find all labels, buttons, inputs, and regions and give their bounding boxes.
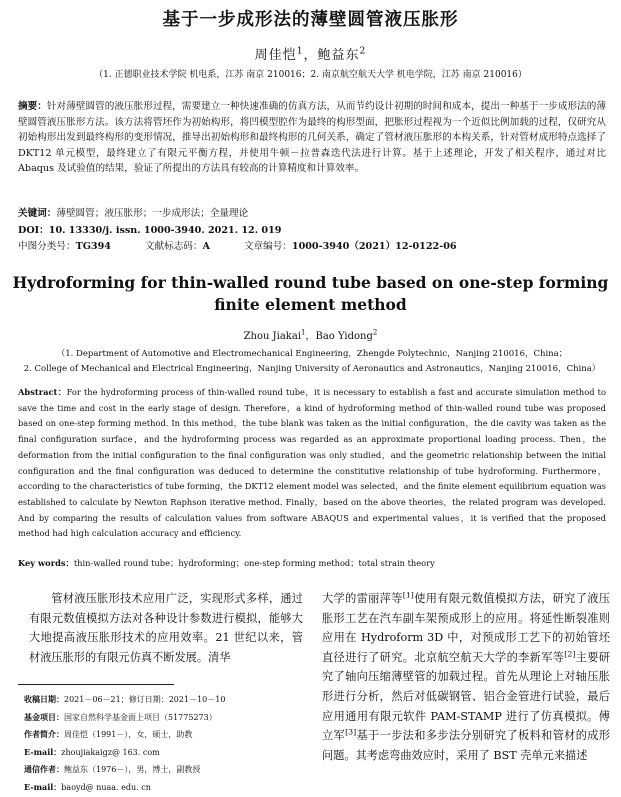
- doc-code-label: 文献标志码：: [144, 241, 203, 252]
- english-keywords-label: Key words：: [18, 558, 74, 568]
- received-label: 收稿日期：: [24, 694, 64, 704]
- english-author-1-affil-mark: 1: [301, 328, 306, 337]
- chinese-abstract-text: 针对薄壁圆管的液压胀形过程，需要建立一种快速准确的仿真方法，从而节约设计初期的时间和成本，提出一种基于一步成形法的薄壁圆管液压胀形方法。该方法将管坯作为初始构形，将凹模型腔作为最终的构形型面，把胀形过程视为一个近似比例加载的过程，仅研究从初始构形出发到最终构形的变形情况，推导出初始构形和最终构形的几何关系，确定了管材液压胀形的本构关系，针对管材成形特点选择了 DKT12 单元模型，最终建立了有限元平衡方程，并使用牛顿－拉普森迭代法进行计算。基于上述理论，开发了相关程序，通过对比 Abaqus 及试验值的结果，验证了所提出的方法具有较高的计算精度和计算效率。: [18, 101, 606, 175]
- email-1-label: E-mail：: [24, 746, 62, 757]
- author-bio-label: 作者简介：: [24, 729, 64, 740]
- chinese-keywords-label: 关键词：: [18, 208, 57, 219]
- author-2-affil-mark: 2: [359, 46, 367, 57]
- citation-2: [2]: [564, 649, 576, 659]
- body-left-column: 管材液压胀形技术应用广泛，实现形式多样，通过有限元数值模拟方法对各种设计参数进行模拟，能够大大地提高液压胀形技术的应用效率。21 世纪以来，管材液压胀形的有限元仿真不断发展。清华: [29, 592, 303, 664]
- right-text-d: 基于一步法和多步法分别研究了板料和管材的成形问题。其考虑弯曲效应时，采用了 BST 壳单元来描述: [322, 729, 610, 762]
- author-bio-value: 周佳恺（1991－），女，硕士，助教: [64, 730, 193, 740]
- citation-1: [1]: [402, 590, 414, 600]
- email-2-label: E-mail：: [24, 781, 62, 792]
- article-number-value: 1000-3940（2021）12-0122-06: [291, 241, 457, 252]
- fund-label: 基金项目：: [24, 711, 64, 722]
- english-affiliation-2: 2. College of Mechanical and Electrical Engineering，Nanjing University of Aeronautics and Astronautics，Nanjing 210016，China）: [23, 364, 601, 374]
- author-1-affil-mark: 1: [296, 46, 304, 57]
- english-title: [0, 272, 621, 316]
- english-title-line-2: finite element method: [214, 295, 407, 314]
- doc-code-group: [145, 238, 210, 252]
- author-separator: ，: [303, 48, 318, 63]
- author-2-name: 鲍益东: [317, 48, 360, 63]
- email-2-value: baoyd@ nuaa. edu. cn: [61, 782, 151, 792]
- clc-group: [18, 238, 111, 252]
- english-author-2-affil-mark: 2: [372, 328, 378, 337]
- footnote-corresponding-author: [24, 761, 306, 779]
- english-abstract-text: For the hydroforming process of thin-walled round tube，it is necessary to establish a fast and accurate simulation method to save the time and cost in the early stage of design. Therefore，a kind of hydroforming method of thin-walled round tube was proposed based on one-step forming method. In this method，the tube blank was taken as the initial configuration，the die cavity was taken as the final configuration surface，and the hydroforming process was regarded as an approximate proportional loading process. Then，the deformation from the initial configuration to the final configuration was only studied，and the geometric relationship between the initial configuration and the final configuration was deduced to determine the constitutive relationship of tube hydroforming. Furthermore，according to the characteristics of tube forming，the DKT12 element model was selected，and the finite element equilibrium equation was established to calculate by Newton Raphson iterative method. Finally，based on the above theories，the related program was developed. And by comparing the results of calculation values from software ABAQUS and experimental values，it is verified that the proposed method had high calculation accuracy and efficiency.: [18, 387, 607, 539]
- article-number-group: [244, 238, 457, 252]
- corresponding-value: 鲍益东（1976－），男，博士，副教授: [64, 765, 201, 775]
- email-1-value: zhoujiakaigz@ 163. com: [61, 747, 160, 757]
- right-text-a: 大学的雷丽萍等: [322, 592, 403, 605]
- english-title-line-1: Hydroforming for thin-walled round tube based on one-step forming: [12, 273, 609, 292]
- footnote-email-1: [24, 744, 306, 762]
- clc-label: 中图分类号：: [18, 241, 76, 252]
- english-keywords-text: thin-walled round tube；hydroforming；one-step forming method；total strain theory: [73, 558, 435, 568]
- footnote-received: [24, 691, 306, 709]
- english-abstract-label: Abstract：: [18, 387, 67, 397]
- chinese-title: 基于一步成形法的薄壁圆管液压胀形: [162, 10, 459, 30]
- doi-value: 10. 13330/j. issn. 1000-3940. 2021. 12. 019: [48, 225, 282, 236]
- english-authors: [0, 327, 621, 342]
- english-author-separator: ，: [305, 331, 316, 342]
- chinese-affiliations: （1. 正德职业技术学院 机电系，江苏 南京 210016；2. 南京航空航天大学 机电学院，江苏 南京 210016）: [94, 70, 527, 80]
- article-number-label: 文章编号：: [243, 241, 292, 252]
- footnote-divider: [18, 684, 174, 685]
- chinese-keywords: [18, 205, 248, 219]
- right-text-b: 使用有限元数值模拟方法，研究了液压胀形工艺在汽车副车架预成形上的应用。将延性断裂准则应用在 Hydroform 3D 中，对预成形工艺下的初始管坯直径进行了研究。北京航空航天大学的李新军等: [322, 592, 610, 664]
- english-author-2-name: Bao Yidong: [315, 331, 373, 342]
- english-author-1-name: Zhou Jiakai: [243, 331, 302, 342]
- footnotes: [24, 691, 306, 797]
- right-text-c: 主要研究了轴向压缩薄壁管的加载过程。首先从理论上对轴压胀形进行分析，然后对低碳钢管、铝合金管进行试验，最后应用通用有限元软件 PAM-STAMP 进行了仿真模拟。傅立军: [322, 650, 610, 743]
- body-right-column: [322, 589, 610, 765]
- received-value: 2021－06－21；修订日期：2021－10－10: [64, 695, 226, 704]
- corresponding-label: 通信作者：: [24, 764, 64, 775]
- chinese-keywords-text: 薄壁圆管；液压胀形；一步成形法；全量理论: [56, 208, 249, 219]
- english-affiliations: [18, 347, 606, 377]
- author-1-name: 周佳恺: [254, 48, 297, 63]
- chinese-authors: [0, 44, 621, 63]
- fund-value: 国家自然科学基金面上项目（51775273）: [64, 712, 217, 722]
- english-keywords: [18, 557, 608, 569]
- doi-line: [18, 222, 281, 236]
- footnote-fund: [24, 709, 306, 727]
- clc-value: TG394: [75, 241, 111, 252]
- footnote-email-2: [24, 779, 306, 797]
- classification-line: [18, 238, 608, 252]
- doc-code-value: A: [202, 241, 210, 252]
- doi-label: DOI：: [18, 225, 49, 236]
- chinese-abstract: [18, 99, 606, 177]
- footnote-author-bio: [24, 726, 306, 744]
- english-affiliation-1: （1. Department of Automotive and Electromechanical Engineering，Zhengde Polytechnic，Nanjing 210016，China；: [56, 349, 568, 359]
- chinese-abstract-label: 摘要：: [18, 101, 47, 112]
- english-abstract: [18, 385, 606, 542]
- citation-3: [3]: [345, 727, 357, 737]
